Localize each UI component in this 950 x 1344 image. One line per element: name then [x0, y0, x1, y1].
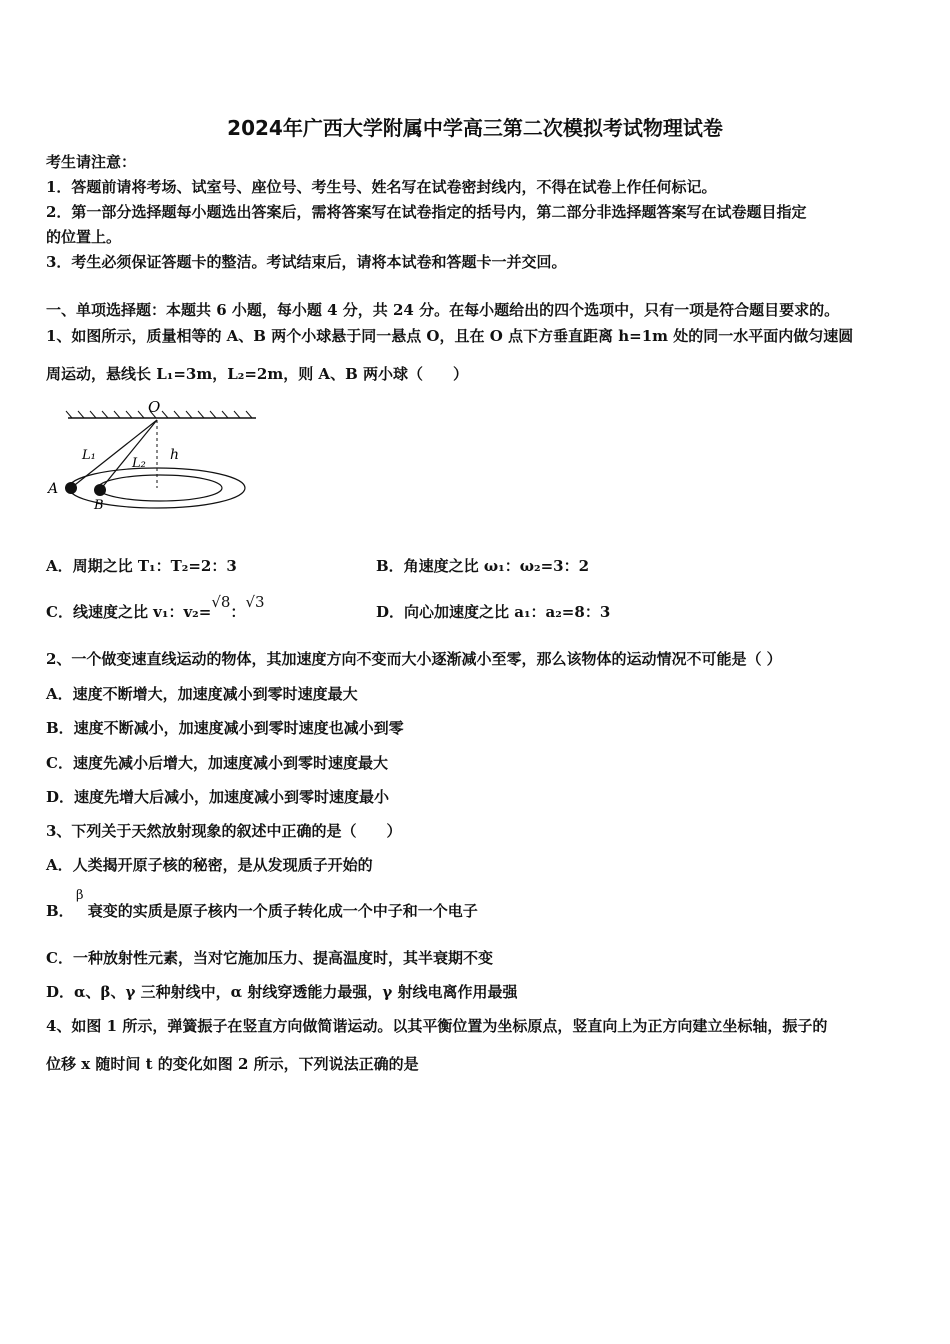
ratio-separator: ： [230, 603, 246, 621]
beta-symbol: β [76, 888, 84, 903]
q2-option-d: D．速度先增大后减小，加速度减小到零时速度最小 [46, 788, 390, 806]
q1-option-b: B．角速度之比 ω₁：ω₂=3：2 [376, 557, 590, 575]
section-heading: 一、单项选择题：本题共 6 小题，每小题 4 分，共 24 分。在每小题给出的四个选项中，只有一项是符合题目要求的。 [46, 301, 840, 319]
notice-heading: 考生请注意： [46, 153, 137, 171]
q3-option-b-text: 衰变的实质是原子核内一个质子转化成一个中子和一个电子 [87, 902, 478, 920]
q4-stem-line1: 4、如图 1 所示，弹簧振子在竖直方向做简谐运动。以其平衡位置为坐标原点，竖直向上为正方向建立坐标轴，振子的 [46, 1017, 828, 1035]
label-l2: L₂ [132, 456, 146, 471]
notice-item-2: 2．第一部分选择题每小题选出答案后，需将答案写在试卷指定的括号内，第二部分非选择题答案写在试卷题目指定 [46, 203, 807, 221]
q1-option-a: A．周期之比 T₁：T₂=2：3 [46, 557, 237, 575]
sqrt-3: √3 [245, 593, 265, 611]
q3-stem: 3、下列关于天然放射现象的叙述中正确的是（ ） [46, 822, 402, 840]
notice-item-3: 3．考生必须保证答题卡的整洁。考试结束后，请将本试卷和答题卡一并交回。 [46, 253, 567, 271]
label-a: A [48, 481, 59, 497]
q2-option-c: C．速度先减小后增大，加速度减小到零时速度最大 [46, 754, 388, 772]
q1-stem-line1: 1、如图所示，质量相等的 A、B 两个小球悬于同一悬点 O，且在 O 点下方垂直距离 h=1m 处的同一水平面内做匀速圆 [46, 327, 854, 345]
ball-b [94, 484, 106, 496]
q2-option-a: A．速度不断增大，加速度减小到零时速度最大 [46, 685, 358, 703]
q3-option-b-letter: B． [46, 902, 74, 920]
q2-stem: 2、一个做变速直线运动的物体，其加速度方向不变而大小逐渐减小至零，那么该物体的运动情况不可能是（ ） [46, 650, 782, 668]
notice-item-1: 1．答题前请将考场、试室号、座位号、考生号、姓名写在试卷密封线内，不得在试卷上作任何标记。 [46, 178, 717, 196]
q1-stem-line2: 周运动，悬线长 L₁=3m，L₂=2m，则 A、B 两小球（ ） [46, 365, 468, 383]
sqrt-8: √8 [211, 593, 231, 611]
label-h: h [170, 447, 180, 463]
label-b: B [94, 498, 104, 513]
label-o: O [148, 398, 161, 416]
q3-option-c: C．一种放射性元素，当对它施加压力、提高温度时，其半衰期不变 [46, 949, 493, 967]
page-title: 2024年广西大学附属中学高三第二次模拟考试物理试卷 [227, 116, 723, 140]
label-l1: L₁ [82, 448, 96, 463]
notice-item-2-cont: 的位置上。 [46, 228, 122, 246]
q3-option-b [46, 901, 478, 921]
q1-option-c [46, 593, 265, 622]
ball-a [65, 482, 77, 494]
q4-stem-line2: 位移 x 随时间 t 的变化如图 2 所示，下列说法正确的是 [46, 1055, 419, 1073]
q2-option-b: B．速度不断减小，加速度减小到零时速度也减小到零 [46, 719, 404, 737]
q3-option-a: A．人类揭开原子核的秘密，是从发现质子开始的 [46, 856, 373, 874]
q3-option-d: D．α、β、γ 三种射线中，α 射线穿透能力最强，γ 射线电离作用最强 [46, 983, 518, 1001]
q1-option-d: D．向心加速度之比 a₁：a₂=8：3 [376, 603, 611, 621]
q1-figure [44, 396, 264, 516]
q1-option-c-text: C．线速度之比 v₁：v₂= [46, 603, 212, 621]
